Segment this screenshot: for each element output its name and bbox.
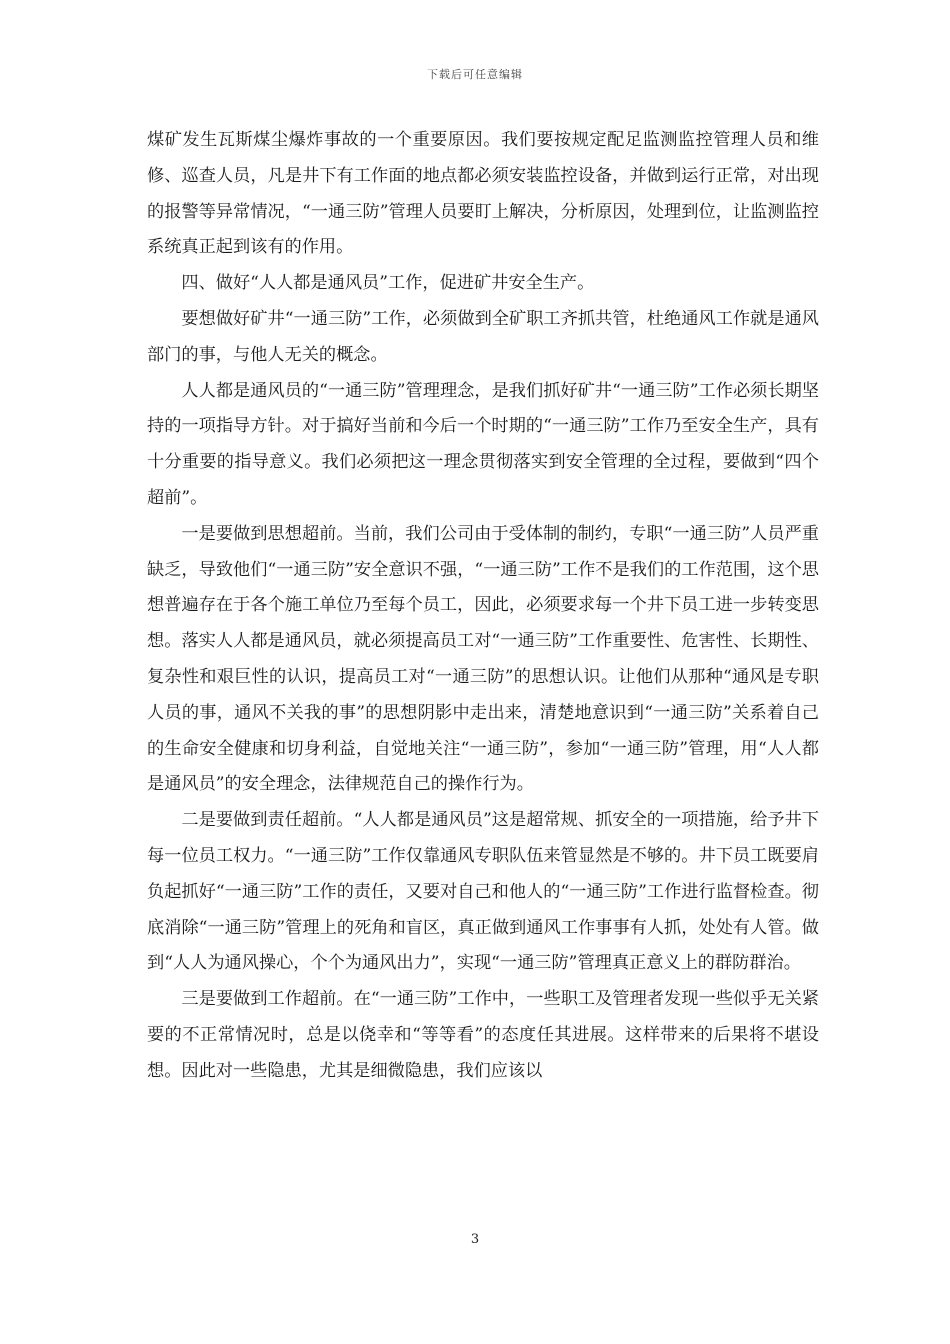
paragraph: 二是要做到责任超前。“人人都是通风员”这是超常规、抓安全的一项措施，给予井下每一位员工权力。“一通三防”工作仅靠通风专职队伍来管显然是不够的。井下员工既要肩负起抓好“一通三防”工作的责任，又要对自己和他人的“一通三防”工作进行监督检查。彻底消除“一通三防”管理上的死角和盲区，真正做到通风工作事事有人抓，处处有人管。做到“人人为通风操心，个个为通风出力”，实现“一通三防”管理真正意义上的群防群治。 xyxy=(147,810,819,974)
paragraph: 三是要做到工作超前。在“一通三防”工作中，一些职工及管理者发现一些似乎无关紧要的不正常情况时，总是以侥幸和“等等看”的态度任其进展。这样带来的后果将不堪设想。因此对一些隐患，尤其是细微隐患，我们应该以 xyxy=(147,989,819,1081)
document-body xyxy=(147,123,819,1090)
paragraph: 一是要做到思想超前。当前，我们公司由于受体制的制约，专职“一通三防”人员严重缺乏，导致他们“一通三防”安全意识不强，“一通三防”工作不是我们的工作范围，这个思想普遍存在于各个施工单位乃至每个员工，因此，必须要求每一个井下员工进一步转变思想。落实人人都是通风员，就必须提高员工对“一通三防”工作重要性、危害性、长期性、复杂性和艰巨性的认识，提高员工对“一通三防”的思想认识。让他们从那种“通风是专职人员的事，通风不关我的事”的思想阴影中走出来，清楚地意识到“一通三防”关系着自己的生命安全健康和切身利益，自觉地关注“一通三防”，参加“一通三防”管理，用“人人都是通风员”的安全理念，法律规范自己的操作行为。 xyxy=(147,523,819,795)
paragraph: 要想做好矿井“一通三防”工作，必须做到全矿职工齐抓共管，杜绝通风工作就是通风部门的事，与他人无关的概念。 xyxy=(147,308,819,365)
section-heading: 四、做好“人人都是通风员”工作，促进矿井安全生产。 xyxy=(181,273,595,294)
paragraph-continuation: 煤矿发生瓦斯煤尘爆炸事故的一个重要原因。我们要按规定配足监测监控管理人员和维修、巡查人员，凡是井下有工作面的地点都必须安装监控设备，并做到运行正常，对出现的报警等异常情况，“一通三防”管理人员要盯上解决，分析原因，处理到位，让监测监控系统真正起到该有的作用。 xyxy=(147,130,819,258)
page-number: 3 xyxy=(470,1232,480,1247)
paragraph: 人人都是通风员的“一通三防”管理理念，是我们抓好矿井“一通三防”工作必须长期坚持的一项指导方针。对于搞好当前和今后一个时期的“一通三防”工作乃至安全生产，具有十分重要的指导意义。我们必须把这一理念贯彻落实到安全管理的全过程，要做到“四个超前”。 xyxy=(147,380,819,508)
page-header: 下载后可任意编辑 xyxy=(427,68,523,81)
